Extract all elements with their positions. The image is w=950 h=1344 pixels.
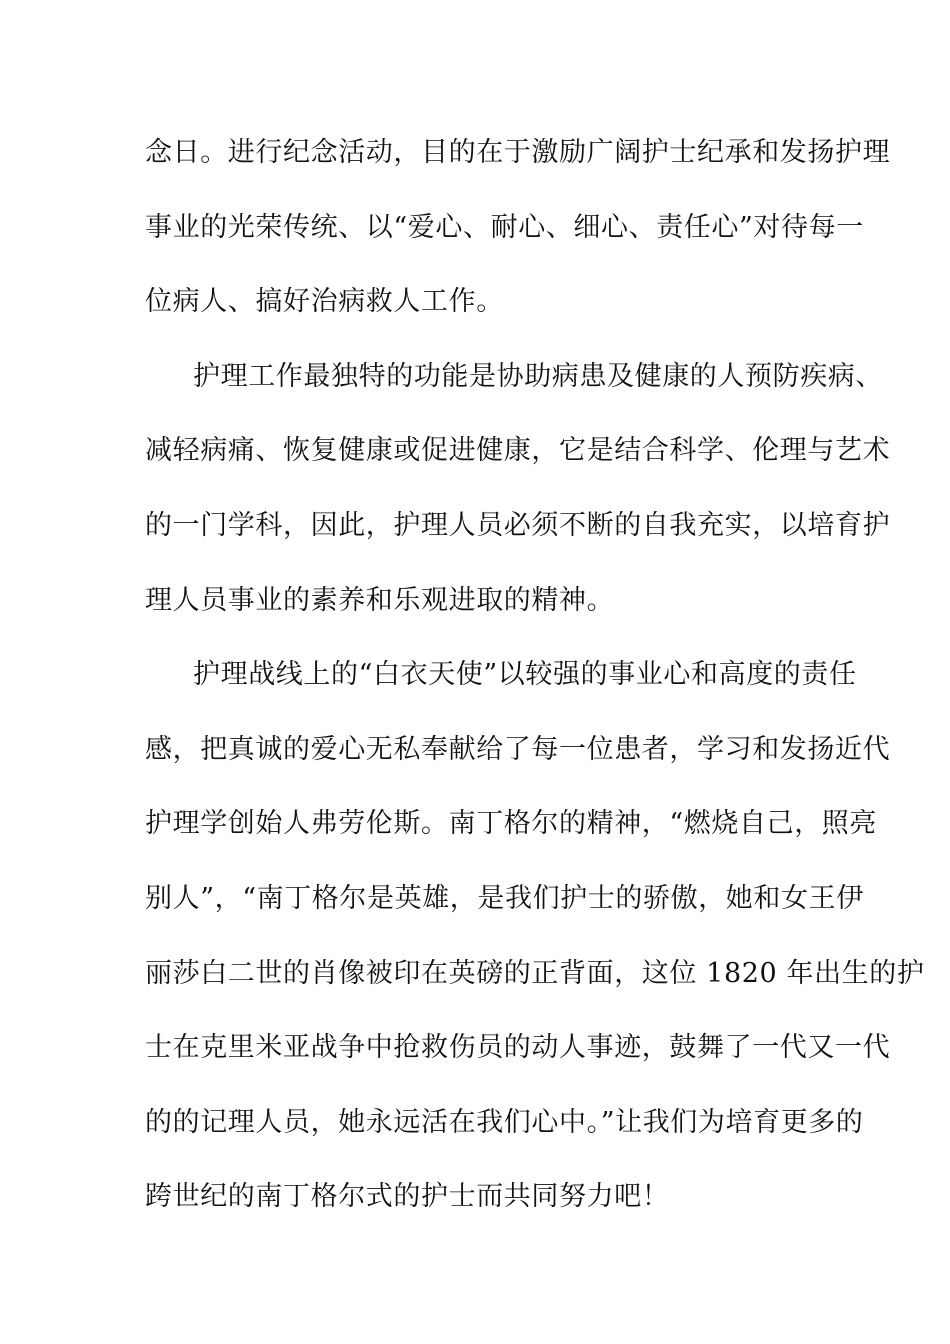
text-line: 的一门学科，因此，护理人员必须不断的自我充实，以培育护 [145, 509, 891, 541]
text-line: 感，把真诚的爱心无私奉献给了每一位患者，学习和发扬近代 [145, 733, 891, 765]
text-line: 位病人、搞好治病救人工作。 [145, 286, 504, 318]
text-line: 的的记理人员，她永远活在我们心中。”让我们为培育更多的 [145, 1106, 864, 1138]
text-line: 事业的光荣传统、以“爱心、耐心、细心、责任心”对待每一 [145, 211, 864, 243]
body-text [145, 128, 925, 1247]
text-line: 别人”，“南丁格尔是英雄，是我们护士的骄傲，她和女王伊 [145, 882, 864, 914]
paragraph-first-line: 护理工作最独特的功能是协助病患及健康的人预防疾病、 [193, 360, 883, 392]
text-line: 念日。进行纪念活动，目的在于激励广阔护士纪承和发扬护理 [145, 137, 891, 168]
paragraph-first-line: 护理战线上的“白衣天使”以较强的事业心和高度的责任 [193, 659, 857, 691]
text-line: 丽莎白二世的肖像被印在英磅的正背面，这位 1820 年出生的护 [145, 957, 925, 989]
text-line: 护理学创始人弗劳伦斯。南丁格尔的精神，“燃烧自己，照亮 [145, 808, 878, 840]
text-line: 理人员事业的素养和乐观进取的精神。 [145, 584, 615, 616]
text-line: 士在克里米亚战争中抢救伤员的动人事迹，鼓舞了一代又一代 [145, 1032, 891, 1064]
text-line: 减轻病痛、恢复健康或促进健康，它是结合科学、伦理与艺术 [145, 435, 891, 467]
text-line: 跨世纪的南丁格尔式的护士而共同努力吧！ [145, 1181, 670, 1213]
